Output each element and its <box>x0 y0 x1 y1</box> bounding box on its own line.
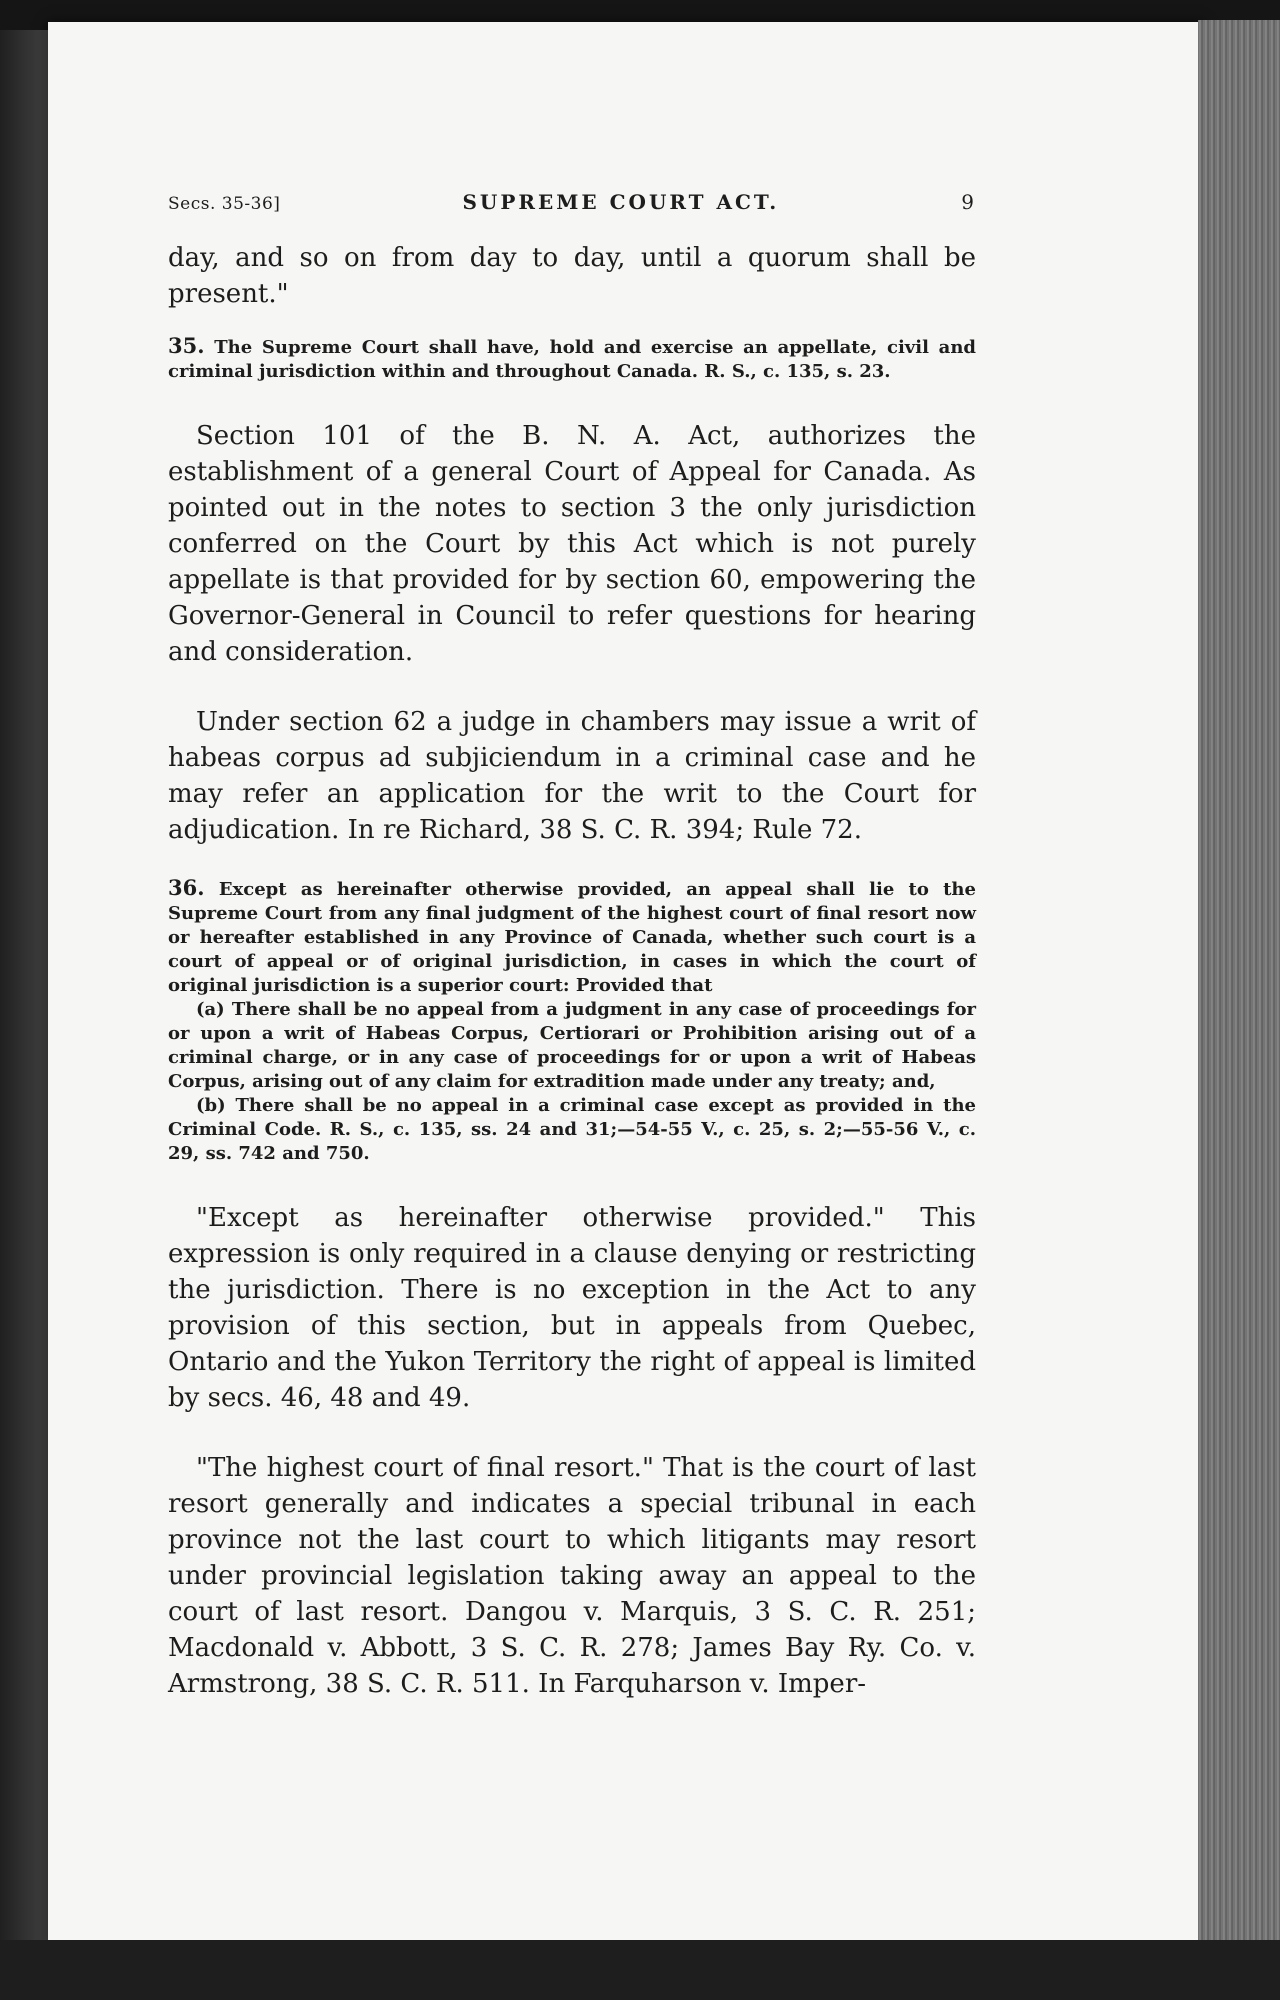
commentary-paragraph: Section 101 of the B. N. A. Act, authorizes the establishment of a general Court of Appeal for Canada. As pointed out in the notes to section 3 the only jurisdiction conferred on the Court by this Act which is not purely appellate is that provided for by section 60, empowering the Governor-General in Council to refer questions for hearing and consideration. <box>168 421 976 667</box>
section-number: 35. <box>168 333 205 358</box>
page-number: 9 <box>961 190 976 214</box>
scan-border-bottom <box>0 1940 1280 2000</box>
commentary-paragraph: "The highest court of final resort." That is the court of last resort generally and indicates a special tribunal in each province not the last court to which litigants may resort under provincial legislation taking away an appeal to the court of last resort. Dangou v. Marquis, 3 S. C. R. 251; Macdonald v. Abbott, 3 S. C. R. 278; James Bay Ry. Co. v. Armstrong, 38 S. C. R. 511. In Farquharson v. Imper- <box>168 1453 976 1699</box>
statute-text: Except as hereinafter otherwise provided, an appeal shall lie to the Supreme Court from any final judgment of the highest court of final resort now or hereafter established in any Province of Canada, whether such court is a court of appeal or of original jurisdiction, in cases in which the court of original jurisdiction is a superior court: Provided that <box>168 879 976 996</box>
commentary-paragraph: "Except as hereinafter otherwise provided." This expression is only required in a clause denying or restricting the jurisdiction. There is no exception in the Act to any provision of this section, but in appeals from Quebec, Ontario and the Yukon Territory the right of appeal is limited by secs. 46, 48 and 49. <box>168 1203 976 1413</box>
commentary-paragraph: Under section 62 a judge in chambers may issue a writ of habeas corpus ad subjiciendum in a criminal case and he may refer an application for the writ to the Court for adjudication. In re Richard, 38 S. C. R. 394; Rule 72. <box>168 707 976 845</box>
statute-clause-b: (b) There shall be no appeal in a criminal case except as provided in the Criminal Code. R. S., c. 135, ss. 24 and 31;—54-55 V., c. 25, s. 2;—55-56 V., c. 29, ss. 742 and 750. <box>168 1095 976 1164</box>
statute-text: The Supreme Court shall have, hold and exercise an appellate, civil and criminal jurisdiction within and throughout Canada. R. S., c. 135, s. 23. <box>168 337 976 382</box>
statute-section-36 <box>168 876 976 998</box>
header-title: SUPREME COURT ACT. <box>462 190 780 214</box>
page-content <box>168 190 976 1702</box>
running-header <box>168 190 976 214</box>
section-number: 36. <box>168 875 205 900</box>
page-edges <box>1198 20 1280 1950</box>
header-sections: Secs. 35-36] <box>168 194 281 214</box>
statute-section-35 <box>168 334 976 384</box>
statute-clause-a: (a) There shall be no appeal from a judgment in any case of proceedings for or upon a writ of Habeas Corpus, Certiorari or Prohibition arising out of a criminal charge, or in any case of proceedings for or upon a writ of Habeas Corpus, arising out of any claim for extradition made under any treaty; and, <box>168 999 976 1092</box>
paragraph-continuation: day, and so on from day to day, until a quorum shall be present." <box>168 243 976 309</box>
